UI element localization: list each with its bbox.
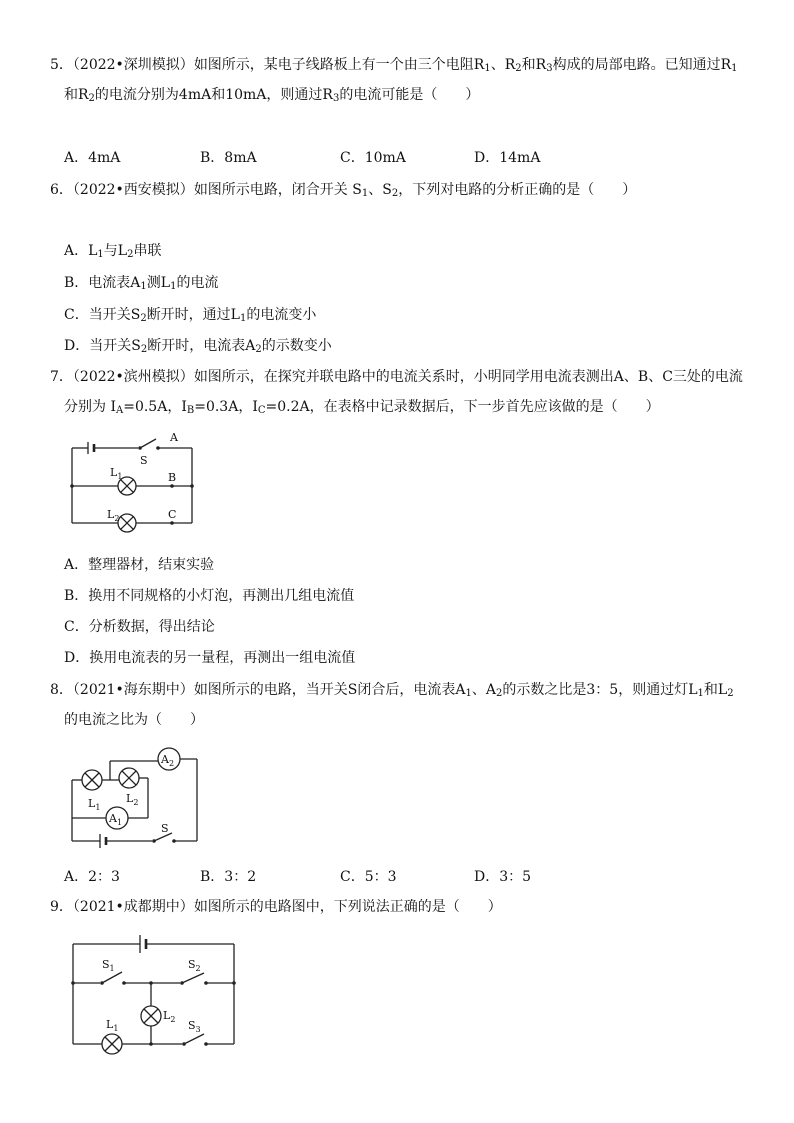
switch-s1-label: $S_1$: [102, 958, 115, 973]
switch-label: S: [161, 822, 169, 835]
switch-s1-blade: [102, 972, 122, 983]
q6-stem: 6．（2022•西安模拟）如图所示电路，闭合开关 $S_1$、$S_2$，下列对电路的分析正确的是（ ）: [50, 182, 637, 199]
q7-stem-line1: 7．（2022•滨州模拟）如图所示，在探究并联电路中的电流关系时，小明同学用电流表测出A、B、C三处的电流: [50, 369, 743, 385]
q6-option-d[interactable]: D．当开关$S_2$断开时，电流表$A_2$的示数变小: [64, 338, 332, 355]
q5-option-c[interactable]: C．10mA: [340, 150, 406, 166]
q7-option-d[interactable]: D．换用电流表的另一量程，再测出一组电流值: [64, 650, 356, 666]
ammeter-a2-label: $A_2$: [161, 753, 175, 768]
q5-stem-line2: 和$R_2$的电流分别为4mA和10mA，则通过$R_3$的电流可能是（ ）: [64, 87, 480, 104]
switch-s3-label: $S_3$: [188, 1019, 201, 1034]
q5-option-b[interactable]: B．8mA: [200, 150, 257, 166]
q7-option-b[interactable]: B．换用不同规格的小灯泡，再测出几组电流值: [64, 588, 355, 604]
lamp-l2-label: $L_2$: [126, 792, 139, 807]
q8-options: [64, 866, 624, 886]
q8-option-d[interactable]: D．3：5: [474, 869, 532, 885]
lamp-l1-label: $L_1$: [110, 466, 123, 481]
switch-s3-blade: [184, 1034, 204, 1044]
q9-circuit-diagram: [60, 930, 245, 1055]
q8-stem-line2: 的电流之比为（ ）: [64, 712, 204, 728]
switch-label: S: [140, 454, 148, 467]
q7-circuit-diagram: [60, 426, 210, 536]
lamp-l1-label: $L_1$: [106, 1018, 119, 1033]
point-a-label: A: [170, 431, 178, 444]
lamp-l2-label: $L_2$: [107, 508, 120, 523]
q8-option-c[interactable]: C．5：3: [340, 869, 397, 885]
switch-blade: [140, 439, 156, 448]
q5-option-d[interactable]: D．14mA: [474, 150, 541, 166]
lamp-l1-label: $L_1$: [88, 797, 101, 812]
point-b-label: B: [168, 471, 177, 484]
q7-stem-line2: 分别为 $I_A=0.5A$，$I_B=0.3A$，$I_C=0.2A$，在表格中记录数据后，下一步首先应该做的是（ ）: [64, 399, 660, 416]
q8-option-b[interactable]: B．3：2: [200, 869, 257, 885]
point-c-label: C: [168, 508, 177, 521]
q5-option-a[interactable]: A．4mA: [64, 150, 121, 166]
q6-option-a[interactable]: A．$L_1$与$L_2$串联: [64, 243, 162, 260]
q9-stem: 9．（2021•成都期中）如图所示的电路图中，下列说法正确的是（ ）: [50, 899, 502, 915]
q6-option-c[interactable]: C．当开关$S_2$断开时，通过$L_1$的电流变小: [64, 307, 317, 324]
q6-option-b[interactable]: B．电流表$A_1$测$L_1$的电流: [64, 275, 219, 292]
lamp-l2-label: $L_2$: [163, 1009, 176, 1024]
q5-stem-line1: 5．（2022•深圳模拟）如图所示，某电子线路板上有一个由三个电阻$R_1$、$R_2$和$R_3$构成的局部电路。已知通过$R_1$: [50, 57, 738, 74]
switch-s2-blade: [182, 973, 204, 983]
q8-stem-line1: 8．（2021•海东期中）如图所示的电路，当开关S闭合后，电流表$A_1$、$A_2$的示数之比是3：5，则通过灯$L_1$和$L_2$: [50, 682, 734, 699]
q8-option-a[interactable]: A．2：3: [64, 869, 120, 885]
ammeter-a1-label: $A_1$: [109, 812, 123, 827]
switch-s2-label: $S_2$: [188, 958, 201, 973]
q5-options: [64, 147, 624, 167]
q8-circuit-diagram: [60, 745, 210, 845]
q7-option-a[interactable]: A．整理器材，结束实验: [64, 557, 215, 573]
q7-option-c[interactable]: C．分析数据，得出结论: [64, 619, 215, 635]
